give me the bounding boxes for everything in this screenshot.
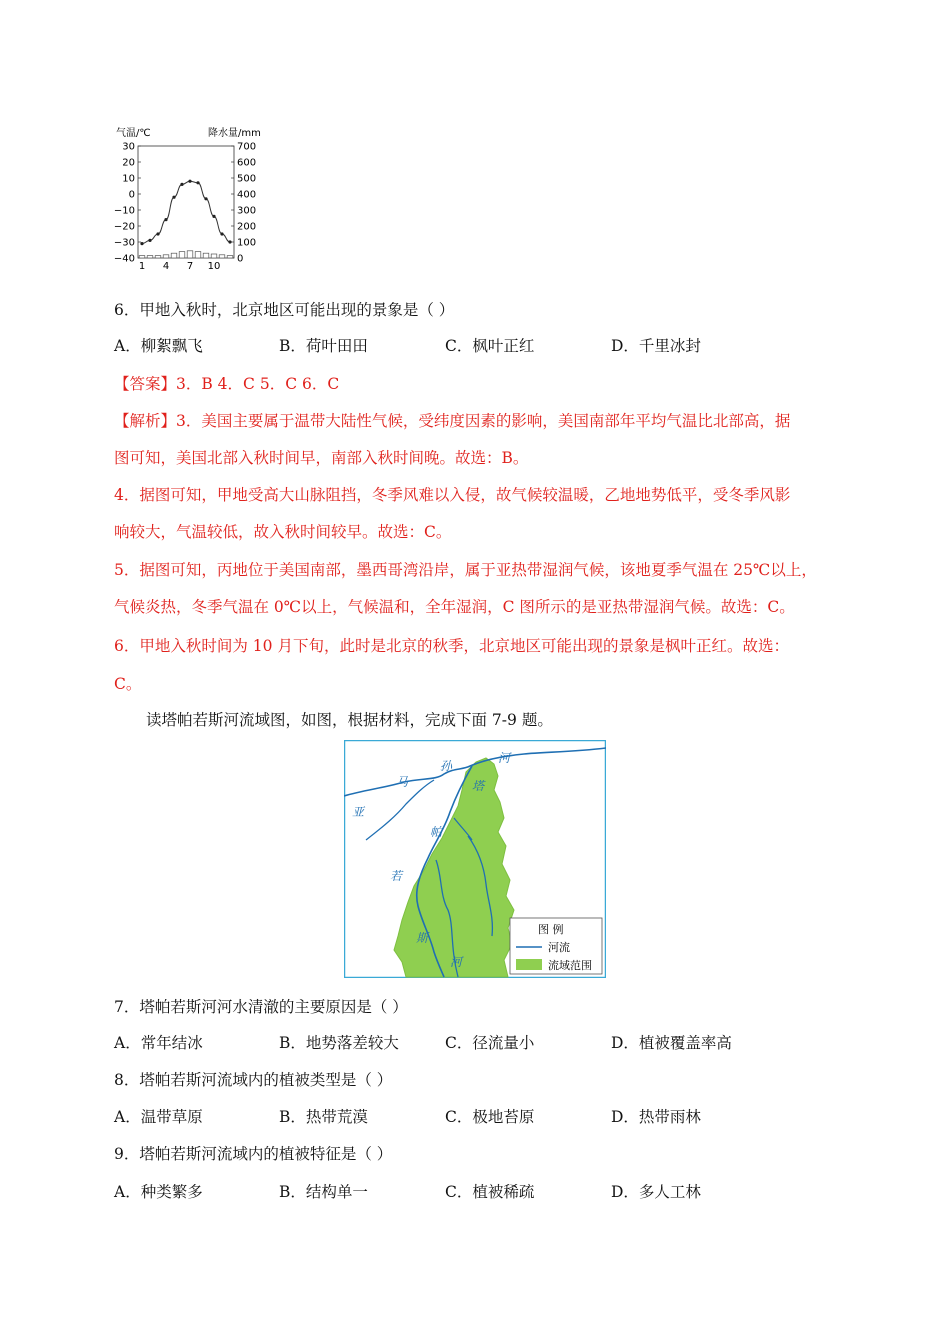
tapajos-basin-map (344, 740, 606, 978)
temperature-point (188, 180, 191, 183)
river-name-char: 孙 (440, 759, 453, 773)
temperature-point (148, 239, 151, 242)
precip-tick-label: 300 (237, 205, 257, 217)
q7-option-a: A．常年结冰 (114, 1034, 203, 1052)
month-tick-label: 10 (207, 261, 221, 272)
temperature-point (204, 197, 207, 200)
temp-tick-label: 30 (122, 141, 135, 153)
precip-tick-label: 400 (237, 189, 257, 201)
precip-tick-label: 700 (237, 141, 257, 153)
temperature-point (220, 232, 223, 235)
river-name-char: 河 (498, 751, 511, 765)
precip-bar (211, 254, 217, 258)
q6-option-b: B．荷叶田田 (279, 337, 368, 355)
q7-option-d: D．植被覆盖率高 (611, 1034, 732, 1052)
temperature-point (164, 218, 167, 221)
analysis-line: 图可知，美国北部入秋时间早，南部入秋时间晚。故选：B。 (114, 449, 529, 467)
precip-bar (155, 256, 161, 258)
river-name-char: 马 (396, 775, 409, 789)
q9-option-b: B．结构单一 (279, 1183, 368, 1201)
answer-line: 【答案】3．B 4．C 5．C 6．C (114, 375, 340, 393)
precip-tick-label: 200 (237, 221, 257, 233)
temp-tick-label: −20 (113, 221, 135, 233)
analysis-line: 5．据图可知，丙地位于美国南部，墨西哥湾沿岸，属于亚热带湿润气候，该地夏季气温在 25℃以上， (114, 561, 817, 579)
analysis-line: 6．甲地入秋时间为 10 月下旬，此时是北京的秋季，北京地区可能出现的景象是枫叶正红。故选： (114, 637, 789, 655)
q7-stem: 7．塔帕若斯河河水清澈的主要原因是（ ） (114, 998, 408, 1016)
river-name-char: 河 (450, 955, 463, 969)
precip-bar (179, 252, 185, 258)
river-name-char: 亚 (352, 805, 365, 819)
temp-tick-label: 20 (122, 157, 135, 169)
precip-bar (195, 252, 201, 258)
q8-option-d: D．热带雨林 (611, 1108, 701, 1126)
temp-axis-label: 气温/℃ (116, 128, 151, 139)
q9-option-c: C．植被稀疏 (445, 1183, 535, 1201)
legend-river-label: 河流 (548, 941, 570, 954)
precip-tick-label: 0 (237, 253, 244, 265)
climate-chart (110, 124, 270, 274)
precip-bar (139, 256, 145, 258)
month-tick-label: 1 (138, 261, 146, 272)
q6-stem: 6．甲地入秋时，北京地区可能出现的景象是（ ） (114, 301, 455, 319)
precip-bar (171, 253, 177, 258)
analysis-line: 【解析】3．美国主要属于温带大陆性气候，受纬度因素的影响，美国南部年平均气温比北部高，据 (114, 412, 791, 430)
q8-stem: 8．塔帕若斯河流域内的植被类型是（ ） (114, 1071, 393, 1089)
q7-option-b: B．地势落差较大 (279, 1034, 399, 1052)
temp-tick-label: 0 (128, 189, 135, 201)
q6-option-c: C．枫叶正红 (445, 337, 535, 355)
q8-option-a: A．温带草原 (114, 1108, 203, 1126)
legend-basin-label: 流域范围 (548, 959, 592, 972)
precip-bar (163, 255, 169, 258)
analysis-line: 4．据图可知，甲地受高大山脉阻挡，冬季风难以入侵，故气候较温暖，乙地地势低平，受冬季风影 (114, 486, 791, 504)
precip-bar (147, 256, 153, 258)
temperature-point (212, 215, 215, 218)
river-name-char: 帕 (430, 825, 443, 839)
temperature-point (172, 196, 175, 199)
temp-tick-label: 10 (122, 173, 135, 185)
precip-tick-label: 100 (237, 237, 257, 249)
q6-option-d: D．千里冰封 (611, 337, 701, 355)
river-name-char: 斯 (416, 931, 429, 945)
chart-frame (138, 146, 234, 258)
precip-axis-label: 降水量/mm (208, 128, 261, 139)
q8-option-b: B．热带荒漠 (279, 1108, 368, 1126)
temperature-point (196, 181, 199, 184)
legend-basin-swatch (516, 959, 542, 970)
legend-title: 图 例 (538, 923, 564, 936)
temperature-point (180, 183, 183, 186)
temp-tick-label: −40 (113, 253, 135, 265)
intro-text: 读塔帕若斯河流域图，如图，根据材料，完成下面 7-9 题。 (146, 711, 553, 729)
river-name-char: 若 (390, 869, 403, 883)
precip-tick-label: 500 (237, 173, 257, 185)
temperature-point (228, 240, 231, 243)
q9-option-d: D．多人工林 (611, 1183, 701, 1201)
month-tick-label: 7 (186, 261, 194, 272)
temperature-point (140, 242, 143, 245)
precip-tick-label: 600 (237, 157, 257, 169)
chart-plot (114, 142, 256, 273)
temperature-point (156, 232, 159, 235)
map-legend (510, 918, 602, 974)
precip-bar (203, 253, 209, 258)
precip-bar (227, 256, 233, 258)
q9-option-a: A．种类繁多 (114, 1183, 203, 1201)
q9-stem: 9．塔帕若斯河流域内的植被特征是（ ） (114, 1145, 393, 1163)
month-tick-label: 4 (162, 261, 170, 272)
precip-bar (219, 255, 225, 258)
analysis-line: 气候炎热，冬季气温在 0℃以上，气候温和，全年湿润，C 图所示的是亚热带湿润气候。故选：C。 (114, 598, 795, 616)
temperature-line (142, 181, 230, 243)
q6-option-a: A．柳絮飘飞 (114, 337, 203, 355)
analysis-line: 响较大，气温较低，故入秋时间较早。故选：C。 (114, 523, 452, 541)
q7-option-c: C．径流量小 (445, 1034, 535, 1052)
analysis-line: C。 (114, 675, 142, 693)
temp-tick-label: −10 (113, 205, 135, 217)
precip-bar (187, 251, 193, 258)
temp-tick-label: −30 (113, 237, 135, 249)
river-name-char: 塔 (472, 779, 485, 793)
q8-option-c: C．极地苔原 (445, 1108, 535, 1126)
